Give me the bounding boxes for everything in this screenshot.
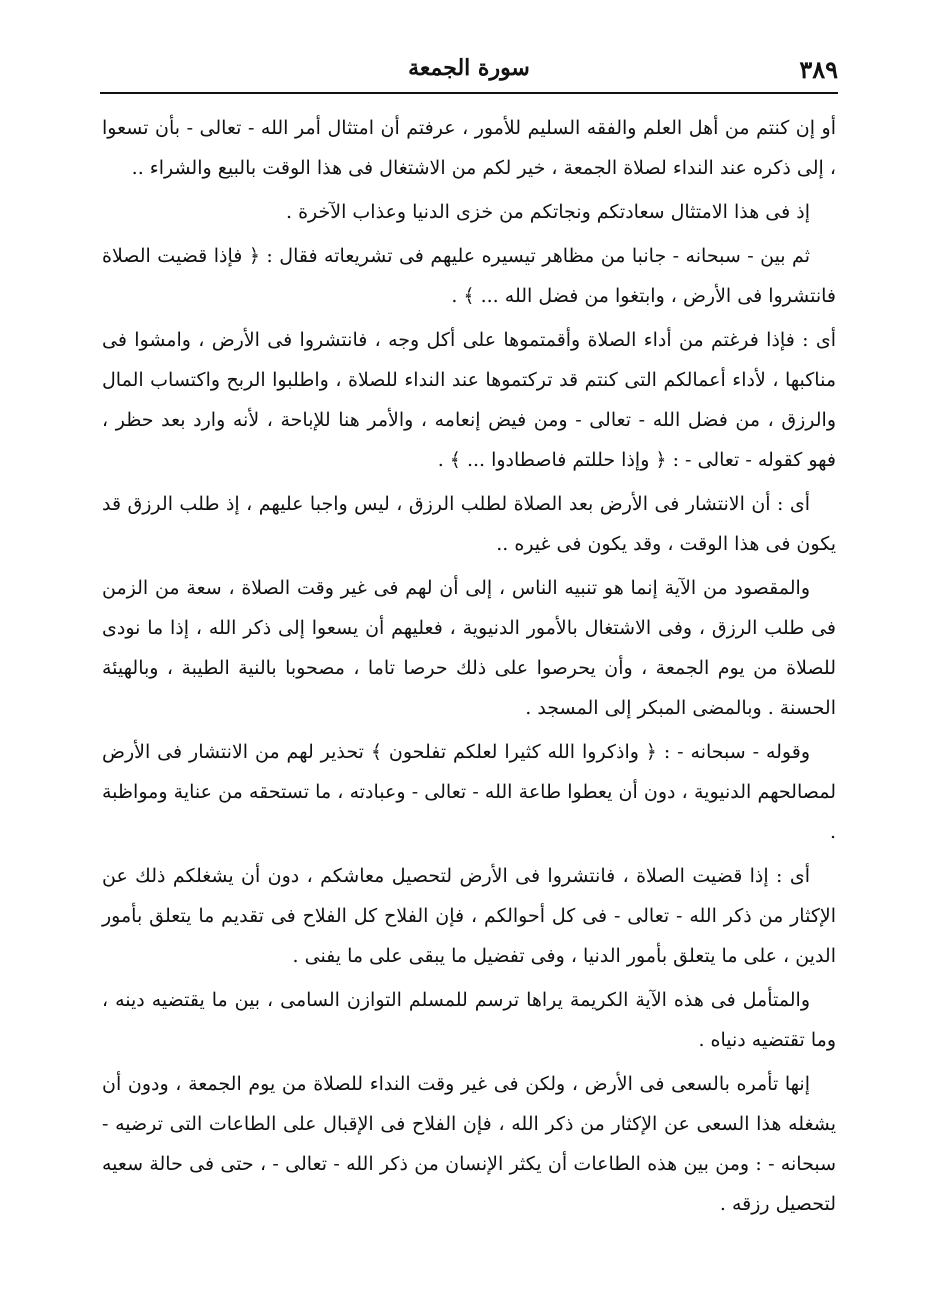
paragraph: أى : أن الانتشار فى الأرض بعد الصلاة لطلب الرزق ، ليس واجبا عليهم ، إذ طلب الرزق قد يكون فى هذا الوقت ، وقد يكون فى غيره .. bbox=[102, 493, 836, 555]
page-header bbox=[100, 44, 838, 88]
paragraph: ثم بين - سبحانه - جانبا من مظاهر تيسيره عليهم فى تشريعاته فقال : ﴿ فإذا قضيت الصلاة فانتشروا فى الأرض ، وابتغوا من فضل الله ... ﴾ . bbox=[102, 245, 836, 307]
paragraph: والمتأمل فى هذه الآية الكريمة يراها ترسم للمسلم التوازن السامى ، بين ما يقتضيه دينه ، وما تقتضيه دنياه . bbox=[102, 989, 836, 1051]
paragraph: إذ فى هذا الامتثال سعادتكم ونجاتكم من خزى الدنيا وعذاب الآخرة . bbox=[285, 201, 810, 223]
page-body bbox=[102, 108, 836, 1228]
paragraph: وقوله - سبحانه - : ﴿ واذكروا الله كثيرا لعلكم تفلحون ﴾ تحذير لهم من الانتشار فى الأرض لمصالحهم الدنيوية ، دون أن يعطوا طاعة الله - تعالى - وعبادته ، ما تستحقه من عناية ومواظبة . bbox=[102, 741, 836, 843]
surah-title: سورة الجمعة bbox=[408, 55, 530, 81]
page-number: ٣٨٩ bbox=[799, 55, 838, 84]
paragraph: والمقصود من الآية إنما هو تنبيه الناس ، إلى أن لهم فى غير وقت الصلاة ، سعة من الزمن فى طلب الرزق ، وفى الاشتغال بالأمور الدنيوية ، فعليهم أن يسعوا إلى ذكر الله ، إذا ما نودى للصلاة من يوم الجمعة ، وأن يحرصوا على ذلك حرصا تاما ، مصحوبا بالنية الطيبة ، وبالهيئة الحسنة . وبالمضى المبكر إلى المسجد . bbox=[102, 577, 836, 719]
paragraph: أى : فإذا فرغتم من أداء الصلاة وأقمتموها على أكل وجه ، فانتشروا فى الأرض ، وامشوا فى مناكبها ، لأداء أعمالكم التى كنتم قد تركتموها عند النداء للصلاة ، واطلبوا الربح واكتساب المال والرزق ، من فضل الله - تعالى - ومن فيض إنعامه ، والأمر هنا للإباحة ، لأنه وارد بعد حظر ، فهو كقوله - تعالى - : ﴿ وإذا حللتم فاصطادوا ... ﴾ . bbox=[102, 329, 836, 471]
paragraph: إنها تأمره بالسعى فى الأرض ، ولكن فى غير وقت النداء للصلاة من يوم الجمعة ، ودون أن يشغله هذا السعى عن الإكثار من ذكر الله ، فإن الفلاح فى الإقبال على الطاعات التى ترضيه - سبحانه - : ومن بين هذه الطاعات أن يكثر الإنسان من ذكر الله - تعالى - ، حتى فى حالة سعيه لتحصيل رزقه . bbox=[102, 1073, 836, 1215]
paragraph: أو إن كنتم من أهل العلم والفقه السليم للأمور ، عرفتم أن امتثال أمر الله - تعالى - بأن تسعوا ، إلى ذكره عند النداء لصلاة الجمعة ، خير لكم من الاشتغال فى هذا الوقت بالبيع والشراء .. bbox=[102, 117, 836, 179]
paragraph: أى : إذا قضيت الصلاة ، فانتشروا فى الأرض لتحصيل معاشكم ، دون أن يشغلكم ذلك عن الإكثار من ذكر الله - تعالى - فى كل أحوالكم ، فإن الفلاح كل الفلاح فى تقديم ما يتعلق بأمور الدين ، على ما يتعلق بأمور الدنيا ، وفى تفضيل ما يبقى على ما يفنى . bbox=[102, 865, 836, 967]
header-divider bbox=[100, 92, 838, 94]
